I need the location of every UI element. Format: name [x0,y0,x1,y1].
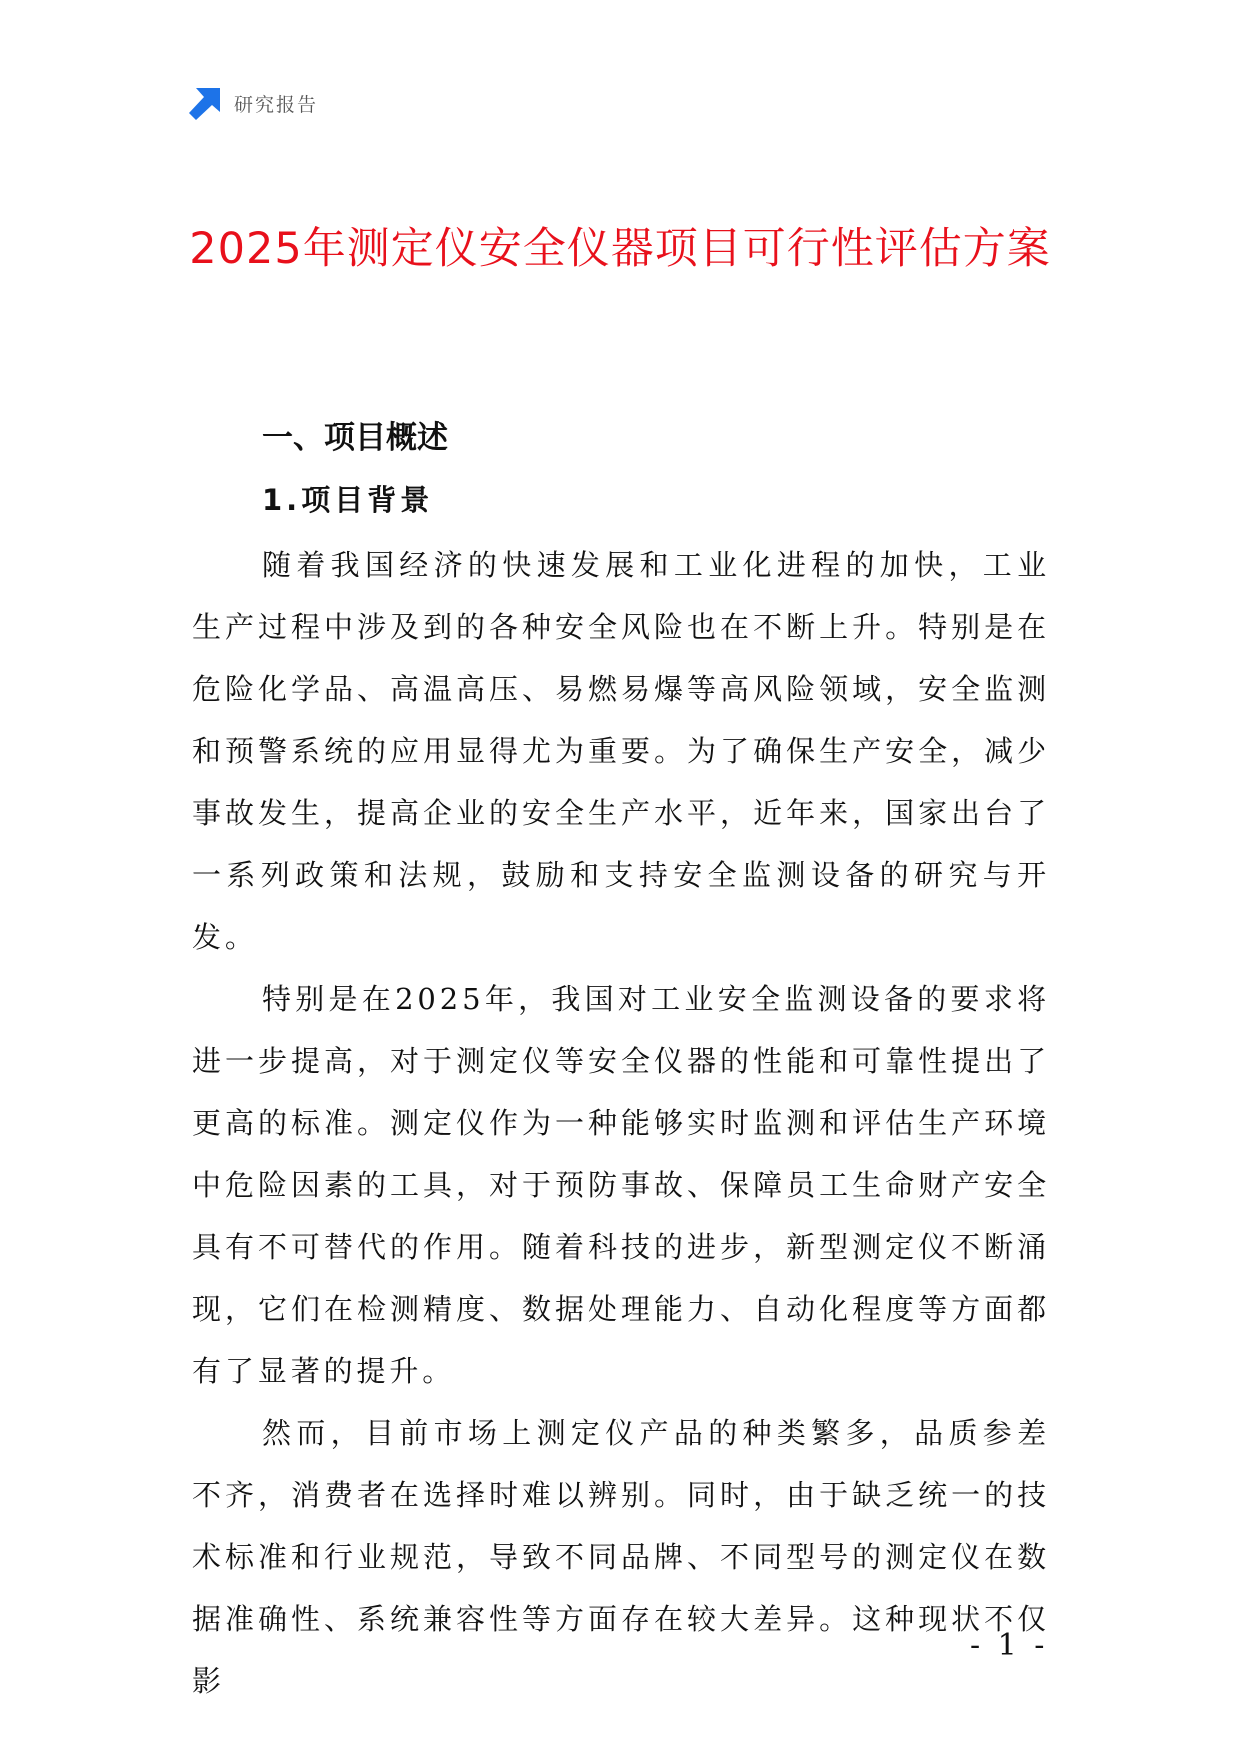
paragraph: 特别是在2025年，我国对工业安全监测设备的要求将进一步提高，对于测定仪等安全仪器的性能和可靠性提出了更高的标准。测定仪作为一种能够实时监测和评估生产环境中危险因素的工具，对于预防事故、保障员工生命财产安全具有不可替代的作用。随着科技的进步，新型测定仪不断涌现，它们在检测精度、数据处理能力、自动化程度等方面都有了显著的提升。 [192,982,1050,1388]
document-title: 2025年测定仪安全仪器项目可行性评估方案 [189,224,1051,274]
header-label: 研究报告 [234,93,319,116]
page-number: - 1 - [970,1628,1049,1663]
section-heading: 一、项目概述 [262,420,448,456]
sub-heading: 1.项目背景 [262,483,434,517]
paragraph: 随着我国经济的快速发展和工业化进程的加快，工业生产过程中涉及到的各种安全风险也在不断上升。特别是在危险化学品、高温高压、易燃易爆等高风险领域，安全监测和预警系统的应用显得尤为重要。为了确保生产安全，减少事故发生，提高企业的安全生产水平，近年来，国家出台了一系列政策和法规，鼓励和支持安全监测设备的研究与开发。 [192,548,1050,954]
arrow-up-right-icon [188,86,222,120]
page-header [188,86,318,120]
paragraph: 然而，目前市场上测定仪产品的种类繁多，品质参差不齐，消费者在选择时难以辨别。同时，由于缺乏统一的技术标准和行业规范，导致不同品牌、不同型号的测定仪在数据准确性、系统兼容性等方面存在较大差异。这种现状不仅影 [192,1416,1050,1698]
body-text [192,534,1050,1712]
